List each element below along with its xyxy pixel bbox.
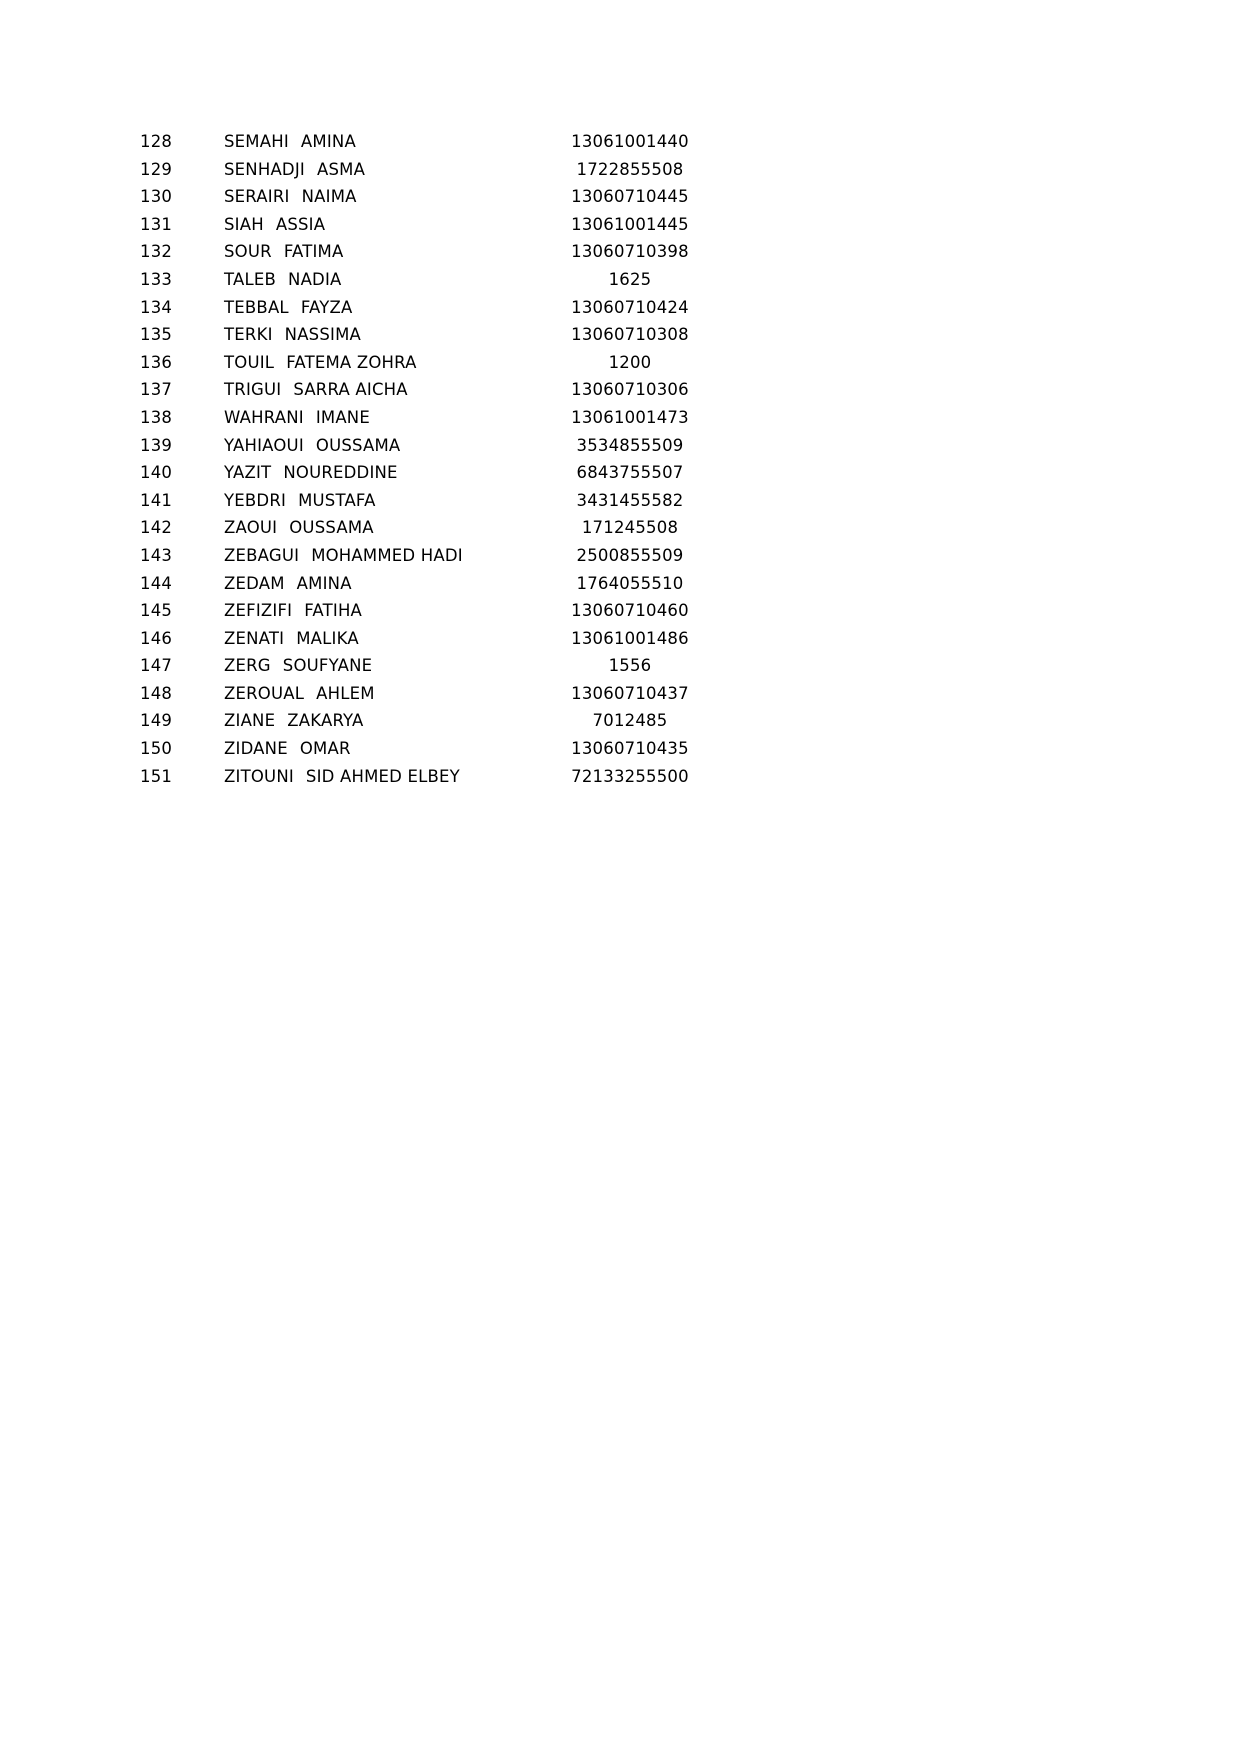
row-index: 132 [140, 242, 173, 262]
row-first-name: OMAR [299, 739, 351, 759]
row-index: 134 [140, 297, 173, 317]
row-number: 3534855509 [576, 435, 684, 455]
list-item [140, 404, 710, 432]
row-name [224, 680, 550, 708]
row-first-name: SID AHMED ELBEY [305, 766, 460, 786]
row-first-name: ZAKARYA [287, 711, 364, 731]
row-name [224, 625, 550, 653]
row-first-name: NOUREDDINE [283, 463, 398, 483]
row-number: 13061001473 [571, 407, 689, 427]
list-item [140, 321, 710, 349]
row-index: 149 [140, 711, 173, 731]
row-name [224, 652, 550, 680]
row-index: 150 [140, 739, 173, 759]
row-first-name: AMINA [300, 132, 356, 151]
row-first-name: NAIMA [301, 187, 357, 207]
row-name [224, 321, 550, 349]
row-index: 148 [140, 683, 173, 703]
row-name [224, 211, 550, 239]
row-index: 147 [140, 656, 173, 676]
row-first-name: SARRA AICHA [293, 380, 408, 400]
row-number: 13060710437 [571, 683, 689, 703]
row-number: 13060710460 [571, 601, 689, 621]
row-first-name: NASSIMA [284, 325, 362, 345]
list-item [140, 570, 710, 598]
list-item [140, 625, 710, 653]
row-first-name: SOUFYANE [282, 656, 373, 676]
row-last-name: YAHIAOUI [224, 435, 304, 455]
list-item [140, 432, 710, 460]
row-index: 131 [140, 214, 173, 234]
row-number: 2500855509 [576, 545, 684, 565]
row-number: 72133255500 [571, 766, 689, 786]
records-list [140, 128, 710, 790]
row-first-name: AHLEM [316, 683, 375, 703]
row-number: 13061001486 [571, 628, 689, 648]
row-name [224, 294, 550, 322]
row-last-name: SERAIRI [224, 187, 290, 207]
row-index: 151 [140, 766, 173, 786]
row-last-name: SOUR [224, 242, 272, 262]
row-index: 129 [140, 159, 173, 179]
list-item [140, 763, 710, 791]
row-number: 1556 [608, 656, 652, 676]
row-name [224, 570, 550, 598]
row-first-name: FATIHA [304, 601, 363, 621]
row-last-name: TALEB [224, 269, 277, 289]
row-last-name: ZAOUI [224, 518, 278, 538]
row-first-name: FAYZA [300, 297, 353, 317]
row-last-name: ZERG [224, 656, 271, 676]
row-last-name: ZEROUAL [224, 683, 305, 703]
list-item [140, 128, 710, 156]
row-last-name: ZITOUNI [224, 766, 294, 786]
row-index: 145 [140, 601, 173, 621]
row-index: 146 [140, 628, 173, 648]
row-name [224, 266, 550, 294]
row-index: 139 [140, 435, 173, 455]
row-index: 143 [140, 545, 173, 565]
row-index: 130 [140, 187, 173, 207]
row-name [224, 707, 550, 735]
list-item [140, 349, 710, 377]
row-name [224, 763, 550, 791]
row-last-name: TEBBAL [224, 297, 289, 317]
row-index: 136 [140, 352, 173, 372]
row-last-name: ZENATI [224, 628, 285, 648]
row-first-name: ASSIA [275, 214, 326, 234]
row-first-name: MUSTAFA [298, 490, 376, 510]
row-number: 3431455582 [576, 490, 684, 510]
row-name [224, 735, 550, 763]
row-first-name: AMINA [296, 573, 352, 593]
list-item [140, 597, 710, 625]
row-last-name: WAHRANI [224, 407, 304, 427]
row-last-name: TRIGUI [224, 380, 282, 400]
row-first-name: OUSSAMA [289, 518, 374, 538]
row-number: 171245508 [581, 518, 679, 538]
row-number: 13061001440 [571, 132, 689, 151]
row-index: 135 [140, 325, 173, 345]
row-last-name: ZEDAM [224, 573, 285, 593]
row-number: 1764055510 [576, 573, 684, 593]
row-name [224, 183, 550, 211]
list-item [140, 211, 710, 239]
row-index: 142 [140, 518, 173, 538]
row-name [224, 487, 550, 515]
list-item [140, 487, 710, 515]
list-item [140, 156, 710, 184]
row-number: 13060710445 [571, 187, 689, 207]
row-first-name: ASMA [316, 159, 366, 179]
row-number: 1722855508 [576, 159, 684, 179]
list-item [140, 542, 710, 570]
row-number: 13060710424 [571, 297, 689, 317]
row-name [224, 459, 550, 487]
row-index: 128 [140, 132, 173, 151]
row-last-name: ZIANE [224, 711, 276, 731]
list-item [140, 238, 710, 266]
row-first-name: MALIKA [296, 628, 359, 648]
list-item [140, 294, 710, 322]
row-first-name: FATEMA ZOHRA [286, 352, 417, 372]
row-number: 13060710306 [571, 380, 689, 400]
list-item [140, 707, 710, 735]
row-last-name: TOUIL [224, 352, 275, 372]
list-item [140, 376, 710, 404]
row-first-name: MOHAMMED HADI [311, 545, 463, 565]
row-number: 1625 [608, 269, 652, 289]
row-name [224, 514, 550, 542]
row-last-name: YEBDRI [224, 490, 287, 510]
row-name [224, 597, 550, 625]
row-index: 137 [140, 380, 173, 400]
row-name [224, 156, 550, 184]
row-first-name: FATIMA [283, 242, 344, 262]
row-last-name: ZIDANE [224, 739, 288, 759]
row-name [224, 238, 550, 266]
row-index: 141 [140, 490, 173, 510]
list-item [140, 459, 710, 487]
row-name [224, 432, 550, 460]
row-index: 144 [140, 573, 173, 593]
list-item [140, 183, 710, 211]
row-number: 1200 [608, 352, 652, 372]
list-item [140, 735, 710, 763]
row-name [224, 376, 550, 404]
row-number: 13060710435 [571, 739, 689, 759]
row-index: 133 [140, 269, 173, 289]
row-last-name: SIAH [224, 214, 264, 234]
row-last-name: YAZIT [224, 463, 272, 483]
row-last-name: ZEFIZIFI [224, 601, 293, 621]
row-name [224, 128, 550, 156]
row-first-name: NADIA [288, 269, 342, 289]
row-name [224, 349, 550, 377]
row-last-name: TERKI [224, 325, 273, 345]
list-item [140, 680, 710, 708]
row-number: 6843755507 [576, 463, 684, 483]
list-item [140, 266, 710, 294]
row-index: 140 [140, 463, 173, 483]
row-last-name: ZEBAGUI [224, 545, 300, 565]
row-last-name: SEMAHI [224, 132, 289, 151]
row-first-name: IMANE [315, 407, 370, 427]
row-number: 7012485 [592, 711, 668, 731]
list-item [140, 514, 710, 542]
row-number: 13061001445 [571, 214, 689, 234]
list-item [140, 652, 710, 680]
row-index: 138 [140, 407, 173, 427]
row-last-name: SENHADJI [224, 159, 305, 179]
row-first-name: OUSSAMA [315, 435, 401, 455]
row-number: 13060710308 [571, 325, 689, 345]
row-number: 13060710398 [571, 242, 689, 262]
row-name [224, 404, 550, 432]
row-name [224, 542, 550, 570]
